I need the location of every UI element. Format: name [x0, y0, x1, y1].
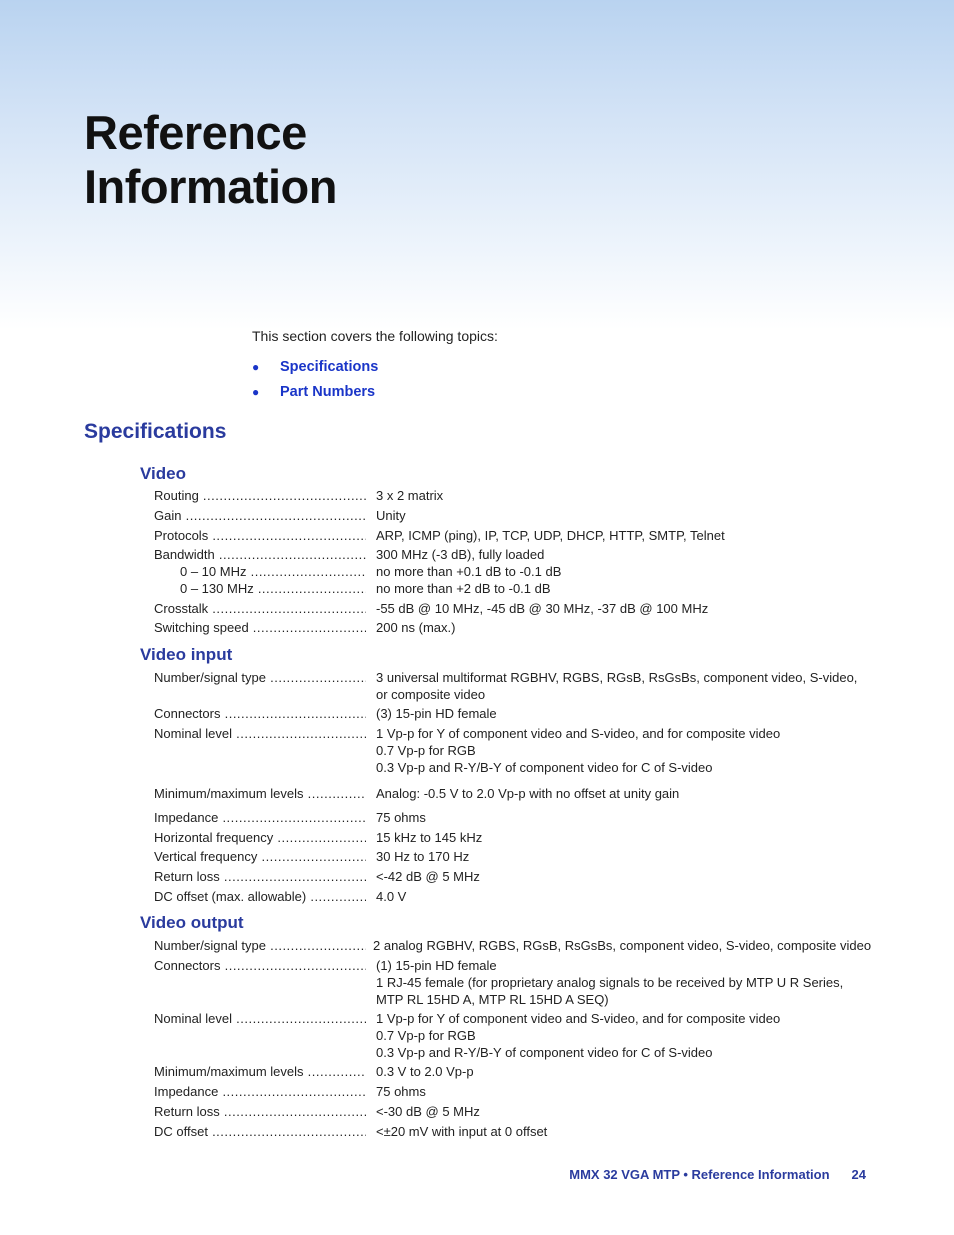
spec-value — [376, 580, 874, 597]
spec-label: Number/signal type ..... — [154, 937, 366, 954]
topic-link-part-numbers[interactable]: Part Numbers — [280, 383, 376, 400]
spec-value-line: <-42 dB @ 5 MHz — [376, 869, 480, 884]
spec-label: Connectors ..... — [154, 705, 366, 722]
spec-label: Bandwidth ..... — [154, 546, 366, 563]
spec-value-line: Unity — [376, 508, 406, 523]
spec-value-line: 0.3 Vp-p and R-Y/B-Y of component video for C of S-video — [376, 760, 713, 775]
spec-value — [376, 888, 874, 905]
spec-value — [376, 1010, 874, 1061]
spec-value-line: 15 kHz to 145 kHz — [376, 830, 483, 845]
spec-label: DC offset ..... — [154, 1123, 366, 1140]
spec-value — [376, 705, 874, 722]
spec-value — [376, 619, 874, 636]
spec-value — [373, 937, 871, 954]
spec-label: Nominal level ..... — [154, 725, 366, 742]
spec-value-line: <-30 dB @ 5 MHz — [376, 1104, 480, 1119]
spec-label: Nominal level ..... — [154, 1010, 366, 1027]
bullet-icon: ● — [252, 384, 260, 399]
spec-label: 0 – 10 MHz ..... — [180, 563, 366, 580]
topic-list — [252, 354, 378, 404]
spec-value — [376, 527, 874, 544]
spec-label: Crosstalk ..... — [154, 600, 366, 617]
spec-value-line: no more than +2 dB to -0.1 dB — [376, 581, 551, 596]
spec-value-line: 0.7 Vp-p for RGB — [376, 743, 476, 758]
spec-value — [376, 829, 874, 846]
spec-value-line: no more than +0.1 dB to -0.1 dB — [376, 564, 562, 579]
spec-value — [376, 725, 874, 776]
spec-value — [376, 957, 874, 1008]
spec-value-line: -55 dB @ 10 MHz, -45 dB @ 30 MHz, -37 dB @ 100 MHz — [376, 601, 709, 616]
spec-value-line: (3) 15-pin HD female — [376, 706, 497, 721]
subheading-video-output: Video output — [140, 913, 244, 932]
spec-value-line: 4.0 V — [376, 889, 407, 904]
spec-value-line: 1 RJ-45 female (for proprietary analog signals to be received by MTP U R Series, — [376, 975, 844, 990]
spec-value-line: MTP RL 15HD A, MTP RL 15HD A SEQ) — [376, 992, 609, 1007]
spec-label: Number/signal type ..... — [154, 669, 366, 686]
spec-value-line: 0.7 Vp-p for RGB — [376, 1028, 476, 1043]
spec-value-line: 1 Vp-p for Y of component video and S-video, and for composite video — [376, 1011, 781, 1026]
spec-value — [376, 809, 874, 826]
spec-value-line: 300 MHz (-3 dB), fully loaded — [376, 547, 545, 562]
footer-text: MMX 32 VGA MTP • Reference Information — [569, 1167, 830, 1182]
spec-label: Routing ..... — [154, 487, 366, 504]
spec-value-line: 1 Vp-p for Y of component video and S-video, and for composite video — [376, 726, 781, 741]
intro-text: This section covers the following topics: — [252, 328, 498, 344]
page-title-line-1: Reference — [84, 106, 307, 159]
subheading-video-input: Video input — [140, 645, 233, 664]
spec-value-line: or composite video — [376, 687, 486, 702]
topic-link-specifications[interactable]: Specifications — [280, 358, 379, 375]
page-title-line-2: Information — [84, 160, 337, 213]
bullet-icon: ● — [252, 359, 260, 374]
spec-value — [376, 507, 874, 524]
spec-label: Vertical frequency ..... — [154, 848, 366, 865]
spec-value — [376, 600, 874, 617]
spec-value-line: 0.3 Vp-p and R-Y/B-Y of component video for C of S-video — [376, 1045, 713, 1060]
spec-value-line: 30 Hz to 170 Hz — [376, 849, 470, 864]
spec-value — [376, 868, 874, 885]
section-heading-specifications: Specifications — [84, 420, 227, 443]
spec-value — [376, 785, 874, 802]
spec-value-line: 3 x 2 matrix — [376, 488, 444, 503]
spec-value — [376, 563, 874, 580]
spec-label: Impedance ..... — [154, 1083, 366, 1100]
spec-label: Protocols ..... — [154, 527, 366, 544]
spec-value-line: (1) 15-pin HD female — [376, 958, 497, 973]
spec-value-line: 0.3 V to 2.0 Vp-p — [376, 1064, 474, 1079]
spec-value — [376, 669, 874, 703]
spec-label: DC offset (max. allowable) ..... — [154, 888, 366, 905]
spec-value — [376, 848, 874, 865]
spec-label: Impedance ..... — [154, 809, 366, 826]
topic-item — [252, 354, 378, 379]
page-number: 24 — [851, 1167, 866, 1182]
spec-label: Return loss ..... — [154, 1103, 366, 1120]
topic-item — [252, 379, 378, 404]
spec-label: Return loss ..... — [154, 868, 366, 885]
spec-value-line: <±20 mV with input at 0 offset — [376, 1124, 548, 1139]
spec-label: Switching speed ..... — [154, 619, 366, 636]
spec-value-line: 3 universal multiformat RGBHV, RGBS, RGsB, RsGsBs, component video, S-video, — [376, 670, 858, 685]
subheading-video: Video — [140, 464, 186, 483]
spec-label: Connectors ..... — [154, 957, 366, 974]
spec-label: Gain ..... — [154, 507, 366, 524]
spec-value-line: 200 ns (max.) — [376, 620, 456, 635]
spec-value-line: 75 ohms — [376, 810, 426, 825]
spec-value-line: 2 analog RGBHV, RGBS, RGsB, RsGsBs, component video, S-video, composite video — [373, 938, 872, 953]
spec-value — [376, 1063, 874, 1080]
spec-value — [376, 1083, 874, 1100]
page-title — [84, 106, 337, 214]
spec-value — [376, 1123, 874, 1140]
spec-value-line: Analog: -0.5 V to 2.0 Vp-p with no offset at unity gain — [376, 786, 680, 801]
spec-value — [376, 546, 874, 563]
spec-value — [376, 1103, 874, 1120]
spec-label: 0 – 130 MHz ..... — [180, 580, 366, 597]
spec-label: Minimum/maximum levels ..... — [154, 1063, 366, 1080]
page-footer — [569, 1167, 866, 1182]
spec-value — [376, 487, 874, 504]
spec-value-line: ARP, ICMP (ping), IP, TCP, UDP, DHCP, HTTP, SMTP, Telnet — [376, 528, 725, 543]
spec-value-line: 75 ohms — [376, 1084, 426, 1099]
spec-label: Minimum/maximum levels ..... — [154, 785, 366, 802]
spec-label: Horizontal frequency ..... — [154, 829, 366, 846]
